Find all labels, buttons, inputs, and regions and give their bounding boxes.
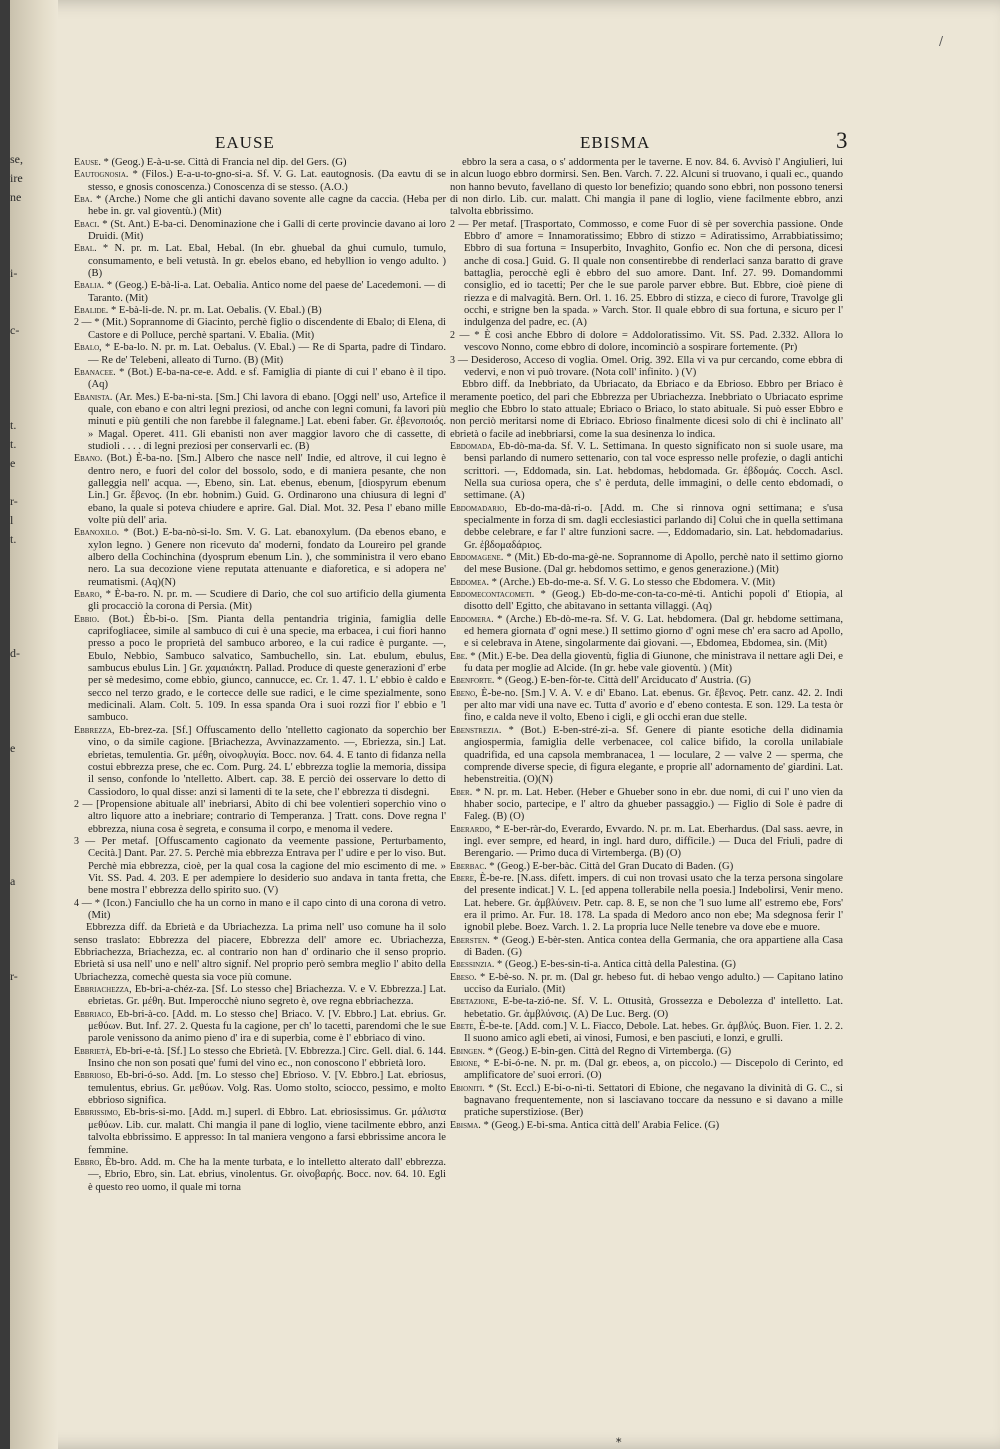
dictionary-entry <box>74 799 446 836</box>
dictionary-entry <box>450 589 843 614</box>
entry-headword: Ebaro, <box>74 589 103 601</box>
margin-fragment <box>10 587 40 606</box>
margin-fragment: c- <box>10 323 20 337</box>
entry-text: È-be-te. [Add. com.] V. L. Fiacco, Debole. Lat. hebes. Gr. ἀμβλύς. Buon. Fier. 1. 2. 2. Il suono amico agli ebeti, ai vinosi, Fumosi, e ben pasciuti, e lonzi, e grulli. <box>464 1021 843 1045</box>
entry-headword: Ebbro, <box>74 1156 102 1168</box>
dictionary-entry <box>450 824 843 861</box>
entry-headword: 4 — <box>74 897 92 909</box>
entry-text: Per metaf. [Trasportato, Commosso, e come Fuor di sè per soverchia passione. Onde Ebbro d' amore = Innamoratissimo; Ebbro di stizzo = Adiratissimo, Arrabbiatissimo; Ebbro di sua fortuna = Insuperbito, Invaghito, Gonfio ec. Non che di persona, dicesi anche di cosa.] Guid. G. Il quale non consentirebbe di renderlaci sanza baratto di grave battaglia, perocchè egli è ebbro del suo amore. Dant. Inf. 27. 99. Domandommi consiglio, ed io tacetti; Per che le sue parole parver ebbre. But. Ebbre, cioè piene di riezza e di malvagità. Bern. Orl. 1. 16. 25. Ebbro di stizza, e cieco di furore, Travolge gli occhi, e strigne ben la spada. » Varch. Stor. Il quale ebbro di sua fortuna, e sicuro per l' indulgenza del padre, ec. (A) <box>464 218 843 329</box>
entry-headword: Ebeno, <box>450 687 478 699</box>
entry-headword: Ebdomea. <box>450 576 489 588</box>
entry-headword: Ebere, <box>450 872 477 884</box>
entry-text: È-be-no. [Sm.] V. A. V. e di' Ebano. Lat. ebenus. Gr. ἔβενος. Petr. canz. 42. 2. Indi per alto mar vidi una nave ec. Tutta d' avorio e d' ebeno contesta. E son. 129. La testa òr fino, e calda neve il volto, Ebeno i cigli, e gli occhi eran due stelle. <box>464 687 843 724</box>
margin-fragment <box>10 891 40 910</box>
entry-headword: Ebanoxilo. <box>74 527 120 539</box>
dictionary-entry <box>450 379 843 441</box>
entry-headword: Ebalia. <box>74 280 104 292</box>
entry-text: * (Mit.) E-be. Dea della gioventù, figlia di Giunone, che ministrava il nettare agli Dei, e fu data per moglie ad Alcide. (In gr. hebe vale gioventù. ) (Mit) <box>464 650 843 675</box>
dictionary-entry <box>450 675 843 687</box>
dictionary-entry <box>450 219 843 330</box>
entry-text: Per metaf. [Offuscamento cagionato da veemente passione, Perturbamento, Cecità.] Dant. Par. 27. 5. Perchè mia ebbrezza Entrava per l' udire e per lo viso. But. Perchè mia ebbrezza, cioè, per la qual cosa la cagione del mio escimento di me. » Vit. SS. Pad. 4. 203. E per adempiere lo desiderio suo andava in tanta fretta, che bene mostra l' ebbrezza dello spirito suo. (V) <box>88 835 447 897</box>
entry-text: (Ar. Mes.) E-ba-ni-sta. [Sm.] Chi lavora di ebano. [Oggi nell' uso, Artefice il quale, con ebano e con altri legni preziosi, od anche con legni comuni, fa lavori più minuti e più gentili che non farebbe il falegname.] Lat. ebeni faber. Gr. ἐβενοποιός. » Magal. Operet. 411. Gli ebanisti non aver maggior lavoro che di cassette, di studioli . . . . di legni preziosi per conservarli ec. (B) <box>88 391 446 452</box>
dictionary-entry <box>74 1046 446 1071</box>
entry-headword: Ebal. <box>74 243 97 255</box>
dictionary-entry <box>74 1157 446 1194</box>
entry-text: * (Geog.) E-bes-sin-ti-a. Antica città della Palestina. (G) <box>497 959 736 971</box>
entry-text: Eb-bri-e-tà. [Sf.] Lo stesso che Ebrietà. [V. Ebbrezza.] Circ. Gell. dial. 6. 144. Insino che non son posati que' fumi del vino ec., non conoscono l' ebbrietà loro. <box>88 1045 446 1070</box>
dictionary-entry <box>450 959 843 971</box>
margin-fragment <box>10 682 40 701</box>
dictionary-entry <box>74 1070 446 1107</box>
entry-headword: Eause. <box>74 157 101 168</box>
entry-headword: Ebanacee. <box>74 366 116 378</box>
margin-fragment: se, <box>10 152 23 166</box>
dictionary-entry <box>450 577 843 589</box>
dictionary-entry <box>74 527 446 589</box>
margin-fragment <box>10 1024 40 1043</box>
previous-page-fragments <box>10 150 40 1271</box>
entry-headword: 3 — <box>74 835 96 847</box>
entry-headword: Ebersten. <box>450 934 490 946</box>
margin-fragment <box>10 1195 40 1214</box>
margin-fragment: i- <box>10 266 18 280</box>
margin-fragment <box>10 340 40 359</box>
entry-headword: Eber. <box>450 786 473 798</box>
dictionary-entry <box>74 589 446 614</box>
entry-headword: Ebano. <box>74 453 103 465</box>
margin-fragment <box>10 1100 40 1119</box>
entry-headword: Ebalide. <box>74 305 109 317</box>
left-column <box>74 157 446 1194</box>
entry-headword: Ebessinzia. <box>450 959 495 971</box>
entry-text: * (Bot.) E-ben-stré-zi-a. Sf. Genere di piante esotiche della didinamia angiospermia, famiglia delle verbenacee, col calice bifido, la corolla unilabiale quadrifida, ed una capsola membranacea, 1 — loculare, 2 — valve 2 — sperma, che comprende diverse specie, di figura elegante, e proprie all' adornamento de' giardini. Lat. hebenstreitia. (O)(N) <box>464 724 843 786</box>
entry-headword: 2 — <box>74 798 93 810</box>
dictionary-entry <box>74 305 446 317</box>
entry-text: * (Geog.) E-bà-li-a. Lat. Oebalia. Antico nome del paese de' Lacedemoni. — di Taranto. (Mit) <box>88 280 446 304</box>
margin-fragment <box>10 397 40 416</box>
margin-fragment <box>10 1176 40 1195</box>
margin-fragment <box>10 1043 40 1062</box>
entry-headword: Ebioniti. <box>450 1082 485 1094</box>
entry-headword: Eba. <box>74 194 93 206</box>
entry-text: Desideroso, Acceso di voglia. Omel. Orig. 392. Ella vi va pur cercando, come ebbra di vedervi, e non vi può trovare. (Nota coll' infinito. ) (V) <box>464 354 844 378</box>
entry-text: * (Geog.) Eb-do-me-con-ta-co-mè-ti. Antichi popoli d' Etiopia, al disotto dell' Egitto, che abitavano in settanta villaggi. (Aq) <box>464 589 843 613</box>
entry-text: Eb-bris-si-mo. [Add. m.] superl. di Ebbro. Lat. ebriosissimus. Gr. μάλιστα μεθύων. Lib. cur. malatt. Chi mangia il pane di loglio, viene tacilmente ebbro, anzi talvolta ebbrissimo. E appresso: In tal maniera vengono a farsi ebbrissime ancora le femmine. <box>88 1107 446 1156</box>
entry-text: * N. pr. m. Lat. Ebal, Hebal. (In ebr. ghuebal da ghui cumulo, tumulo, consumamento, e beli vetustà. In gr. ebelos ebano, ed hebyllion io vengo adulto. ) (B) <box>88 243 446 280</box>
dictionary-entry <box>450 1058 843 1083</box>
dictionary-entry <box>450 330 843 355</box>
entry-text: Eb-bri-ó-so. Add. [m. Lo stesso che] Ebrioso. V. [V. Ebbro.] Lat. ebriosus, temulentus, ebrius. Gr. μεθύων. Volg. Ras. Uomo stolto, sciocco, pessimo, e molto ebbrioso significa. <box>88 1070 446 1107</box>
dictionary-entry <box>450 972 843 997</box>
entry-headword: 2 — <box>74 317 92 329</box>
margin-fragment <box>10 625 40 644</box>
dictionary-entry <box>450 873 843 935</box>
entry-headword: Ebbio. <box>74 613 100 625</box>
entry-headword: Ebanista. <box>74 391 113 403</box>
entry-text: * N. pr. m. Lat. Heber. (Heber e Ghueber sono in ebr. due nomi, di cui l' uno vien da hhaber socio, partecipe, e l' altro da ghueber passaggio.) — Figlio di Sole è padre di Faleg. (B) (O) <box>464 786 843 823</box>
entry-headword: Ebione, <box>450 1058 480 1070</box>
margin-fragment <box>10 226 40 245</box>
dictionary-entry <box>74 317 446 342</box>
entry-headword: Ebbrezza, <box>74 724 115 736</box>
entry-text: Eb-dò-ma-da. Sf. V. L. Settimana. In questo significato non si suole usare, ma bensì parlando di numero settenario, con tal voce espresso nelle profezie, o dagli antichi scrittori. —, Eddomada, sin. Lat. hebdomas, hebdomada. Gr. ἑβδομάς. Cocch. Ascl. Nella sua curiosa opera, che s' è perduta, delle immagini, o delle cento ebdomadi, o settimane. (A) <box>464 440 843 502</box>
margin-fragment <box>10 549 40 568</box>
entry-headword: Eberbac. <box>450 860 487 872</box>
entry-text: * È così anche Ebbro di dolore = Addoloratissimo. Vit. SS. Pad. 2.332. Allora lo vescovo Nonno, come ebbro di dolore, incominciò a sospirare fortemente. (Pr) <box>464 329 844 354</box>
margin-fragment: t. <box>10 418 17 432</box>
dictionary-entry <box>74 219 446 244</box>
entry-headword: Ebbriaco, <box>74 1008 114 1020</box>
margin-fragment <box>10 1062 40 1081</box>
entry-headword: Ebete, <box>450 1021 477 1033</box>
margin-fragment <box>10 720 40 739</box>
dictionary-entry <box>74 898 446 923</box>
margin-fragment <box>10 1233 40 1252</box>
entry-text: * (Bot.) E-ba-na-ce-e. Add. e sf. Famiglia di piante di cui l' ebano è il tipo. (Aq) <box>88 366 447 391</box>
margin-fragment <box>10 986 40 1005</box>
margin-fragment: e <box>10 741 16 755</box>
margin-fragment <box>10 245 40 264</box>
entry-headword: Ebingen. <box>450 1045 486 1057</box>
margin-fragment: r- <box>10 494 18 508</box>
dictionary-entry <box>74 367 446 392</box>
margin-fragment: a <box>10 874 16 888</box>
margin-fragment <box>10 834 40 853</box>
margin-fragment <box>10 701 40 720</box>
entry-headword: Ebbriachezza, <box>74 984 132 996</box>
dictionary-entry <box>74 984 446 1009</box>
dictionary-entry <box>450 725 843 787</box>
entry-headword: 2 — <box>450 218 469 230</box>
entry-text: * (Icon.) Fanciullo che ha un corno in mano e il capo cinto di una corona di vetro. (Mit) <box>88 897 446 921</box>
dictionary-entry <box>450 1046 843 1058</box>
entry-text: Ebbrezza diff. da Ebrietà e da Ubriachezza. La prima nell' uso comune ha il solo senso traslato: Ebbrezza del piacere, Ebbrezza dell' amore ec. Ubriachezza, Ebbriachezza, Briachezza, ec. al contrario non han d' ordinario che il senso proprio. Ebrietà si usa nell' uno e nell' altro signif. Nel proprio però sembra meglio l' abito della Ubriachezza, comechè questa sia voce più comune. <box>74 922 446 983</box>
entry-text: * E-bà-li-de. N. pr. m. Lat. Oebalis. (V. Ebal.) (B) <box>110 305 322 317</box>
entry-headword: 2 — <box>450 329 470 341</box>
margin-fragment <box>10 796 40 815</box>
entry-text: Eb-brez-za. [Sf.] Offuscamento dello 'ntelletto cagionato da soperchio ber vino, o da simile cagione. [Briachezza, Avvinazzamento. —, Ebriezza, sin.] Lat. ebrietas, temulentia. Gr. μέθη, οἰνοφλυγία. Bocc. nov. 64. 4. E tanto di fidanza nella costui ebbrezza prese, che ec. Com. Purg. 24. L' ebbrezza toglie la memoria, dissipa il senso, confonde lo 'ntelletto. Albert. cap. 38. E perciò dei osservare lo detto di Cassiodoro, lo qual disse: anzi si lamenti di te la sete, che l' ebbrezza ti disdegni. <box>88 724 446 798</box>
entry-text: Eb-do-ma-dà-ri-o. [Add. m. Che si rinnova ogni settimana; e s'usa specialmente in forza di sm. dagli ecclesiastici parlando di] Colui che in quella settimana debbe celebrare, e far l' altre funzioni sacre. —, Eddomadario, sin. Lat. hebdomadarius. Gr. ἑβδομαδάριος. <box>464 502 843 551</box>
dictionary-entry <box>74 169 446 194</box>
margin-fragment: d- <box>10 646 20 660</box>
margin-fragment <box>10 606 40 625</box>
entry-headword: Ebbrissimo, <box>74 1107 121 1119</box>
margin-fragment <box>10 1005 40 1024</box>
margin-fragment <box>10 777 40 796</box>
dictionary-entry <box>450 787 843 824</box>
margin-fragment <box>10 302 40 321</box>
entry-text: * E-bè-so. N. pr. m. (Dal gr. hebeso fut. di hebao vengo adulto.) — Capitano latino ucciso da Eurialo. (Mit) <box>464 971 843 996</box>
margin-fragment <box>10 948 40 967</box>
entry-headword: Eautognosia. <box>74 169 129 181</box>
margin-fragment: r- <box>10 969 18 983</box>
entry-text: Eb-bri-à-co. [Add. m. Lo stesso che] Briaco. V. [V. Ebbro.] Lat. ebrius. Gr. μεθύων. But. Inf. 27. 2. Questa fu la cagione, per ch' lo tacetti, parendomi che le sue parole venissono da animo pieno d' ira e di superbia, come è l' ebbriaco di vino. <box>88 1008 446 1045</box>
entry-headword: Ebdomadario, <box>450 502 507 514</box>
dictionary-entry <box>74 614 446 725</box>
margin-fragment <box>10 663 40 682</box>
entry-text: * (Geog.) E-ber-bàc. Città del Gran Ducato di Baden. (G) <box>489 860 734 872</box>
dictionary-entry <box>450 861 843 873</box>
margin-fragment <box>10 1081 40 1100</box>
entry-headword: Eberardo, <box>450 823 493 835</box>
margin-fragment: l <box>10 513 14 527</box>
margin-fragment <box>10 1157 40 1176</box>
margin-fragment: ne <box>10 190 22 204</box>
dictionary-entry <box>74 392 446 454</box>
dictionary-entry <box>74 725 446 799</box>
dictionary-entry <box>450 355 843 380</box>
entry-text: E-be-ta-zió-ne. Sf. V. L. Ottusità, Grossezza e Debolezza d' intelletto. Lat. hebetatio. Gr. ἀμβλύνσις. (A) De Luc. Berg. (O) <box>464 996 843 1020</box>
dictionary-entry <box>450 935 843 960</box>
entry-text: * (Arche.) Eb-dò-me-ra. Sf. V. G. Lat. hebdomera. (Dal gr. hebdome settimana, ed hemera giornata d' ogni mese.) Il settimo giorno d' ogni mese ch' era sacro ad Apollo, e si celebrava in Atene, singolarmente dai giovani. —, Ebdomea, Ebdomea, sin. (Mit) <box>464 613 843 650</box>
entry-headword: Ebdomagene. <box>450 552 504 563</box>
dictionary-entry <box>74 342 446 367</box>
entry-text: * (Arche.) Nome che gli antichi davano sovente alle cagne da caccia. (Heba per hebe in. gr. val gioventù.) (Mit) <box>88 194 446 218</box>
entry-text: * (Filos.) E-a-u-to-gno-si-a. Sf. V. G. Lat. eautognosis. (Da eavtu di se stesso, e gnosis conoscenza.) Conoscenza di se stesso. (A.O.) <box>88 169 446 193</box>
entry-headword: Ebetazione, <box>450 996 498 1008</box>
dictionary-entry <box>74 836 446 898</box>
entry-headword: Ebdomecontacometi. <box>450 589 535 601</box>
entry-headword: Ebdomera. <box>450 613 494 625</box>
page-number: 3 <box>836 128 848 153</box>
entry-text: (Bot.) È-ba-no. [Sm.] Albero che nasce nell' Indie, ed altrove, il cui legno è dentro nero, e fuori del color del bossolo, sodo, e di maniera pesante, che non galleggia nell' acqua. —, Ebeno, sin. Lat. ebenus, ebenum, [diospyrum ebenum Lin.] Gr. ἔβενος. (In ebr. hobnim.) Guid. G. Ordinarono una chiusura di legni d' ebano, la quale si poteva chiudere e aprire. Gal. Dial. Mot. 32. Pesa l' ebano mille volte più dell' aria. <box>88 453 446 526</box>
entry-headword: Ebenstrezia. <box>450 724 502 736</box>
margin-fragment <box>10 1214 40 1233</box>
entry-text: * (Geog.) E-bèr-sten. Antica contea della Germania, che ora appartiene alla Casa di Baden. (G) <box>464 934 843 958</box>
margin-fragment <box>10 473 40 492</box>
entry-text: Èb-bro. Add. m. Che ha la mente turbata, e lo intelletto alterato dall' ebbrezza. —, Ebrio, Ebro, sin. Lat. ebrius, vinolentus. Gr. οἰνοβαρής. Bocc. nov. 64. 10. Egli è questo reo uomo, il quale mi torna <box>88 1156 447 1193</box>
dictionary-entry <box>450 1120 843 1132</box>
dictionary-entry <box>450 651 843 676</box>
entry-text: * (Arche.) Eb-do-me-a. Sf. V. G. Lo stesso che Ebdomera. V. (Mit) <box>491 576 776 588</box>
dictionary-entry <box>74 1107 446 1156</box>
dictionary-entry <box>74 243 446 280</box>
entry-text: * (St. Eccl.) E-bi-o-nì-ti. Settatori di Ebione, che negavano la divinità di G. C., si bagnavano frequentemente, non si lasciavano toccare da nessuno e si davano a mille pratiche superstiziose. (Ber) <box>464 1082 843 1119</box>
entry-text: ebbro la sera a casa, o s' addormenta per le taverne. E nov. 84. 6. Avvisò l' Angiulieri, lui in alcun luogo ebbro dormirsi. Sen. Ben. Varch. 7. 22. Alcuni si truovano, i quali ec., quando non hanno bevuto, favellano di questo lor benefizio; quando sono ebbri, non possono tenersi di non dirlo. Lib. cur. malatt. Chi mangia il pane di loglio, viene facilmente ebbro, anzi talvolta ebbrissimo. <box>450 157 843 218</box>
right-running-head: EBISMA <box>580 133 651 152</box>
entry-headword: Ebdomada, <box>450 440 495 452</box>
footer-mark: * <box>616 1436 622 1449</box>
entry-headword: 3 — <box>450 354 468 366</box>
entry-text: È-be-re. [N.ass. difett. impers. di cui non trovasi usato che la terza persona singolare del presente indicat.] V. L. [ed appena tollerabile nella poesia.] Indebolirsi, Venir meno. Lat. hebere. Gr. ἀμβλύνειν. Petr. cap. 8. E, se non che 'l suo lume all' estremo ebe, Fors' era il primo. Ar. Fur. 18. 178. La spada di Medoro anco non ebe; Ma sdegnosa ferir l' ignobil plebe. Boez. Varch. 1. 2. La propria luce Nelle tenebre va dove ebe e muore. <box>464 872 843 934</box>
margin-fragment <box>10 1119 40 1138</box>
margin-fragment <box>10 929 40 948</box>
margin-fragment <box>10 378 40 397</box>
entry-text: Eb-bri-a-chéz-za. [Sf. Lo stesso che] Briachezza. V. e V. Ebbrezza.] Lat. ebrietas. Gr. μέθη. But. Imperocchè niuno segreto è, ove regna ebbriachezza. <box>88 984 446 1008</box>
entry-headword: Ebeso. <box>450 971 477 983</box>
entry-text: Ebbro diff. da Inebbriato, da Ubriacato, da Ebriaco e da Ebrioso. Ebbro per Briaco è meramente poetico, del pari che Ebbrezza per Ubriachezza. Inebbriato o Ubriacato esprime meglio che Ebbro lo stato attuale; Ebriaco o Briaco, lo stato abituale. Si può esser Ebbro e non perciò meritarsi nome di Ebriaco. Ebrioso finalmente dicesi solo di chi è inclinato all' ebrietà o facile ad inebbriarsi, come la sua desinenza lo indica. <box>450 379 843 440</box>
entry-text: * (Mit.) Soprannome di Giacinto, perchè figlio o discendente di Ebalo; di Elena, di Castore e di Polluce, perchè spartani. V. Ebalia. (Mit) <box>88 317 446 341</box>
entry-headword: Ebe. <box>450 650 468 662</box>
margin-fragment <box>10 1138 40 1157</box>
entry-text: (Bot.) Èb-bi-o. [Sm. Pianta della pentandria triginia, famiglia delle caprifogliacee, simile al sambuco di cui è una specie, ma erbacea, i cui fiori hanno presso a poco le proprietà del sambuco arboreo, e la cui radice è purgante. —, Ebulo, Nebbio, Sambuco salvatico, Sambuchello, sin. Lat. ebulum, ebulus, sambucus ebulus Lin. ] Gr. χαμαιάκτη. Pallad. Produce di queste generazioni d' erbe per sè medesimo, come ebbio, giunco, cannucce, ec. Cr. 1. 47. 1. L' ebbio è caldo e secco nel terzo grado, e le cortecce delle sue radici, e le cime spezialmente, sono medicinali. Alam. Colt. 5. 109. In essa spanda Ora i suoi rozzi fior l' ebbio e 'l sambuco. <box>88 613 447 724</box>
entry-text: * E-ba-lo. N. pr. m. Lat. Oebalus. (V. Ebal.) — Re di Sparta, padre di Tindaro. — Re de' Telebeni, alleato di Turno. (B) (Mit) <box>88 342 446 366</box>
dictionary-entry <box>74 922 446 984</box>
entry-text: [Propensione abituale all' inebriarsi, Abito di chi bee volentieri soperchio vino o altro liquore atto a inebriare; contrario di Temperanza. ] Tratt. cons. Dove regna l' ebbrezza, niuna cosa è segreta, e consuma il corpo, e menoma il vedere. <box>88 798 446 835</box>
margin-fragment <box>10 758 40 777</box>
margin-fragment: t. <box>10 437 17 451</box>
entry-text: * (Mit.) Eb-do-ma-gè-ne. Soprannome di Apollo, perchè nato il settimo giorno del mese Busione. (Dal gr. hebdomos settimo, e genos generazione.) (Mit) <box>464 552 843 576</box>
margin-fragment <box>10 359 40 378</box>
margin-fragment: ire <box>10 171 23 185</box>
margin-fragment <box>10 568 40 587</box>
entry-text: * È-ba-ro. N. pr. m. — Scudiere di Dario, che col suo artificio della giumenta gli procacciò la corona di Persia. (Mit) <box>88 589 447 613</box>
margin-fragment: t. <box>10 532 17 546</box>
margin-fragment <box>10 910 40 929</box>
dictionary-entry <box>74 194 446 219</box>
margin-fragment <box>10 207 40 226</box>
entry-text: * (Geog.) E-bì-sma. Antica città dell' Arabia Felice. (G) <box>483 1119 720 1131</box>
dictionary-entry <box>450 614 843 651</box>
entry-headword: Ebbrioso, <box>74 1070 113 1082</box>
dictionary-entry <box>450 1021 843 1046</box>
dictionary-entry <box>450 441 843 503</box>
dictionary-entry <box>74 1009 446 1046</box>
entry-headword: Ebbrietà, <box>74 1045 113 1057</box>
right-column <box>450 157 843 1132</box>
entry-headword: Ebaci. <box>74 218 100 230</box>
entry-text: * E-ber-ràr-do, Everardo, Evvardo. N. pr. m. Lat. Eberhardus. (Dal sass. aevre, in ingl. ever sempre, ed heard, in ingl. hard duro, difficile.) — Duca del Friuli, padre di Berengario. — Primo duca di Virtemberga. (B) (O) <box>464 823 843 860</box>
entry-headword: Ebenforte. <box>450 675 495 687</box>
margin-fragment <box>10 1252 40 1271</box>
dictionary-entry <box>74 453 446 527</box>
entry-text: * (Bot.) E-ba-nò-si-lo. Sm. V. G. Lat. ebanoxylum. (Da ebenos ebano, e xylon legno. ) Genere non ricevuto da' moderni, fondato da Loureiro pel grande albero della Cochinchina (dyosprum ebenum Lin. ), che somministra il vero ebano nero. La sua decozione viene reputata attenuante e diaforetica, e si adopera ne' reumatismi. (Aq)(N) <box>88 527 446 588</box>
dictionary-entry <box>74 280 446 305</box>
dictionary-entry <box>450 688 843 725</box>
page-corner-mark: / <box>939 34 944 48</box>
entry-text: * E-bi-ó-ne. N. pr. m. (Dal gr. ebeos, a, on piccolo.) — Discepolo di Cerinto, ed amplificatore de' suoi errori. (O) <box>464 1058 843 1082</box>
margin-fragment: e <box>10 456 16 470</box>
entry-headword: Ebalo, <box>74 342 102 354</box>
left-running-head: EAUSE <box>215 133 275 152</box>
dictionary-entry <box>450 552 843 577</box>
entry-text: * (Geog.) E-à-u-se. Città di Francia nel dip. del Gers. (G) <box>103 157 347 168</box>
entry-text: * (St. Ant.) E-ba-ci. Denominazione che i Galli di certe provincie davano ai loro Druidi. (Mit) <box>88 218 446 243</box>
margin-fragment <box>10 853 40 872</box>
dictionary-entry <box>450 157 843 219</box>
dictionary-entry <box>74 157 446 169</box>
entry-headword: Ebisma. <box>450 1119 481 1131</box>
entry-text: * (Geog.) E-bin-gen. Città del Regno di Virtemberga. (G) <box>487 1045 732 1057</box>
dictionary-entry <box>450 996 843 1021</box>
margin-fragment <box>10 283 40 302</box>
dictionary-entry <box>450 503 843 552</box>
dictionary-entry <box>450 1083 843 1120</box>
entry-text: * (Geog.) E-ben-fòr-te. Città dell' Arciducato d' Austria. (G) <box>497 675 751 687</box>
margin-fragment <box>10 815 40 834</box>
